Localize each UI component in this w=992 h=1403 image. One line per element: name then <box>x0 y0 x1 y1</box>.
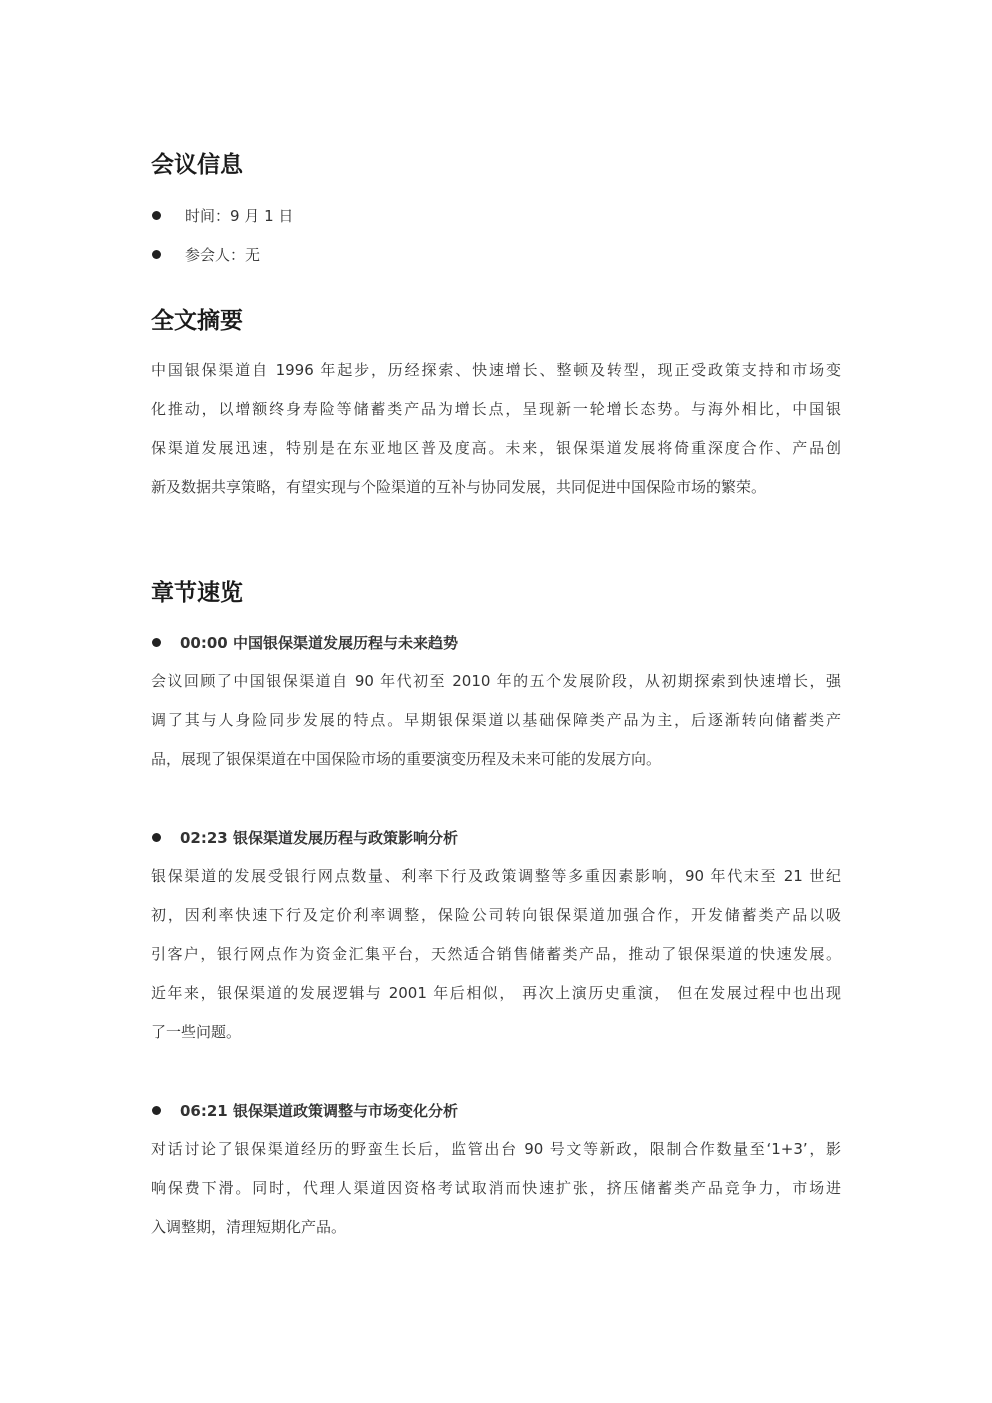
bullet-icon <box>152 211 161 220</box>
summary-paragraph <box>151 351 841 507</box>
summary-line: 新及数据共享策略，有望实现与个险渠道的互补与协同发展，共同促进中国保险市场的繁荣。 <box>151 478 767 496</box>
summary-line: 保渠道发展迅速，特别是在东亚地区普及度高。未来，银保渠道发展将倚重深度合作、产品创 <box>151 439 841 457</box>
chapter-line: 银保渠道的发展受银行网点数量、利率下行及政策调整等多重因素影响，90 年代末至 21 世纪 <box>151 867 841 885</box>
summary-heading: 全文摘要 <box>151 308 243 334</box>
chapter-paragraph <box>151 662 841 779</box>
meeting-time-value: 9 月 1 日 <box>230 206 294 225</box>
chapter-line: 对话讨论了银保渠道经历的野蛮生长后，监管出台 90 号文等新政，限制合作数量至‘1+3’，影 <box>151 1140 841 1158</box>
chapter-line: 近年来，银保渠道的发展逻辑与 2001 年后相似， 再次上演历史重演， 但在发展过程中也出现 <box>151 984 841 1002</box>
chapters-heading: 章节速览 <box>151 580 243 606</box>
chapter-title: 02:23 银保渠道发展历程与政策影响分析 <box>180 828 458 847</box>
chapter-title: 00:00 中国银保渠道发展历程与未来趋势 <box>180 633 458 652</box>
chapter-line: 引客户，银行网点作为资金汇集平台，天然适合销售储蓄类产品，推动了银保渠道的快速发展。 <box>151 945 841 963</box>
meeting-attendees-value: 无 <box>245 245 261 264</box>
chapter-line: 入调整期，清理短期化产品。 <box>151 1218 347 1236</box>
summary-line: 化推动，以增额终身寿险等储蓄类产品为增长点，呈现新一轮增长态势。与海外相比，中国银 <box>151 400 841 418</box>
meeting-attendees-item <box>151 243 260 265</box>
chapter-title-row <box>151 631 458 653</box>
bullet-icon <box>152 1106 161 1115</box>
chapter-title-row <box>151 1099 458 1121</box>
bullet-icon <box>152 250 161 259</box>
meeting-time-item <box>151 204 293 226</box>
chapter-line: 了一些问题。 <box>151 1023 242 1041</box>
chapter-paragraph <box>151 1130 841 1247</box>
bullet-icon <box>152 638 161 647</box>
chapter-line: 初，因利率快速下行及定价利率调整，保险公司转向银保渠道加强合作，开发储蓄类产品以吸 <box>151 906 841 924</box>
chapter-line: 响保费下滑。同时，代理人渠道因资格考试取消而快速扩张，挤压储蓄类产品竞争力，市场进 <box>151 1179 841 1197</box>
bullet-icon <box>152 833 161 842</box>
chapter-line: 调了其与人身险同步发展的特点。早期银保渠道以基础保障类产品为主，后逐渐转向储蓄类产 <box>151 711 841 729</box>
meeting-time-label: 时间： <box>185 206 231 225</box>
summary-line: 中国银保渠道自 1996 年起步，历经探索、快速增长、整顿及转型，现正受政策支持和市场变 <box>151 361 841 379</box>
chapter-title-row <box>151 826 458 848</box>
meeting-attendees-label: 参会人： <box>185 245 246 264</box>
chapter-paragraph <box>151 857 841 1052</box>
meeting-info-heading: 会议信息 <box>151 152 243 178</box>
chapter-line: 会议回顾了中国银保渠道自 90 年代初至 2010 年的五个发展阶段，从初期探索到快速增长，强 <box>151 672 841 690</box>
chapter-title: 06:21 银保渠道政策调整与市场变化分析 <box>180 1101 458 1120</box>
chapter-line: 品，展现了银保渠道在中国保险市场的重要演变历程及未来可能的发展方向。 <box>151 750 662 768</box>
